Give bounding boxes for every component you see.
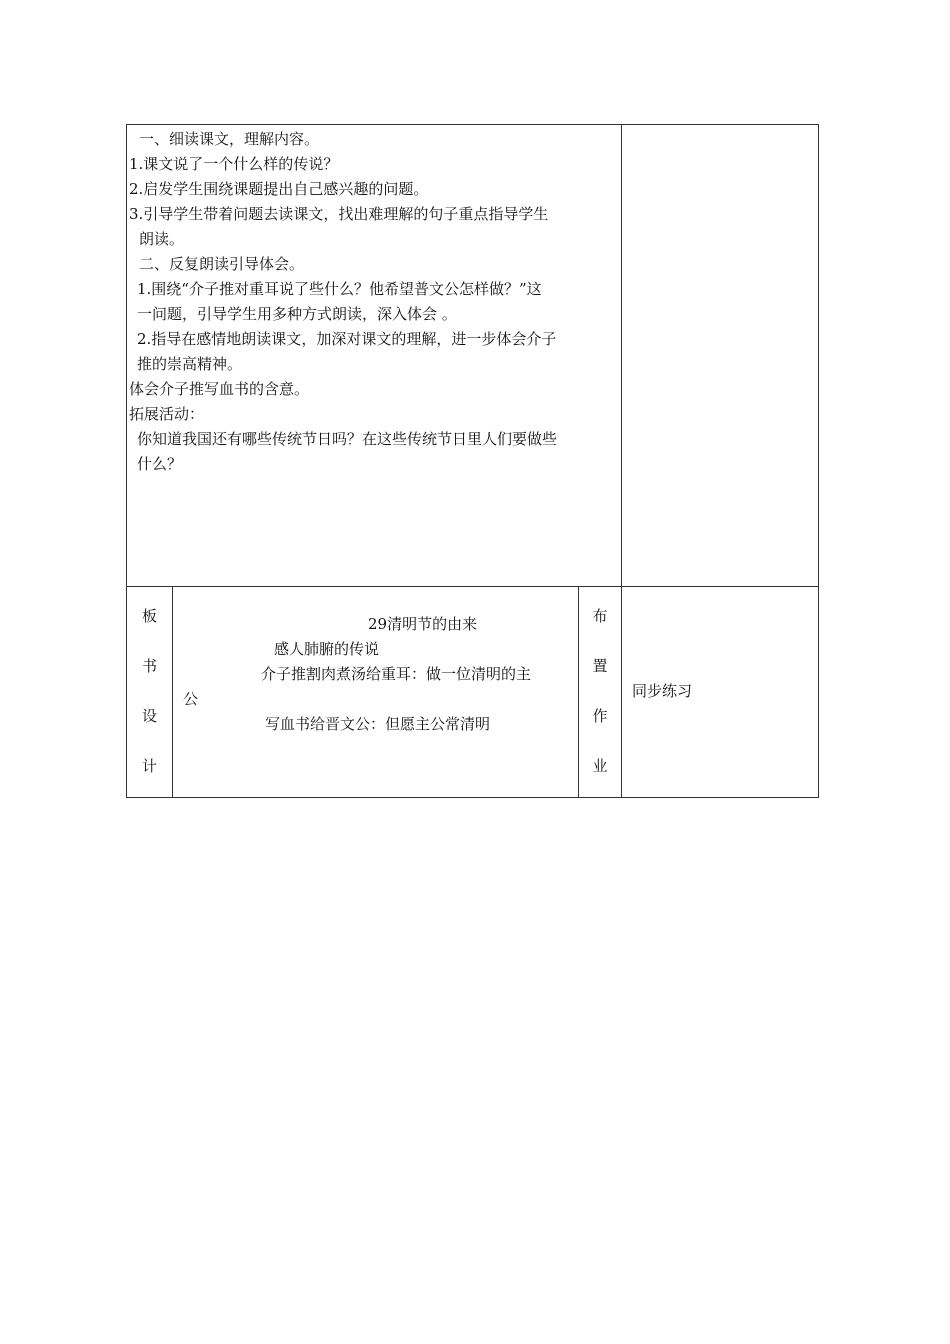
lesson-line: 你知道我国还有哪些传统节日吗？在这些传统节日里人们要做些 xyxy=(137,430,558,448)
lesson-line: 一、细读课文，理解内容。 xyxy=(139,130,320,148)
board-design-content xyxy=(173,587,579,797)
lesson-plan-table xyxy=(126,124,819,798)
label-char: 布 xyxy=(592,607,608,625)
label-char: 板 xyxy=(141,607,157,625)
lesson-line: 1.围绕“介子推对重耳说了些什么？他希望普文公怎样做？”这 xyxy=(137,280,542,298)
label-char: 设 xyxy=(141,707,157,725)
label-char: 置 xyxy=(592,657,608,675)
board-title: 29清明节的由来 xyxy=(368,615,478,633)
label-char: 计 xyxy=(141,757,157,775)
lesson-line: 2.指导在感情地朗读课文，加深对课文的理解，进一步体会介子 xyxy=(137,330,557,348)
notes-cell xyxy=(622,125,819,587)
homework-content: 同步练习 xyxy=(632,682,693,700)
board-design-label xyxy=(127,587,173,797)
lesson-line: 拓展活动： xyxy=(129,405,205,423)
lesson-line: 一问题，引导学生用多种方式朗读，深入体会 。 xyxy=(137,305,457,323)
board-line: 感人肺腑的传说 xyxy=(274,640,380,658)
label-char: 业 xyxy=(592,757,608,775)
lesson-line: 什么？ xyxy=(137,455,183,473)
board-design-inner-table xyxy=(127,587,621,797)
lesson-line: 朗读。 xyxy=(139,230,185,248)
lesson-line: 1.课文说了一个什么样的传说？ xyxy=(129,155,339,173)
lesson-line: 3.引导学生带着问题去读课文，找出难理解的句子重点指导学生 xyxy=(129,205,549,223)
lesson-line: 体会介子推写血书的含意。 xyxy=(129,380,310,398)
lesson-content-cell xyxy=(127,125,622,587)
board-line: 写血书给晋文公：但愿主公常清明 xyxy=(265,715,491,733)
lesson-line: 二、反复朗读引导体会。 xyxy=(139,255,305,273)
lesson-line: 推的崇高精神。 xyxy=(137,355,243,373)
board-line: 介子推割肉煮汤给重耳：做一位清明的主 xyxy=(261,665,532,683)
lesson-text xyxy=(127,125,621,477)
lesson-line: 2.启发学生围绕课题提出自己感兴趣的问题。 xyxy=(129,180,429,198)
homework-label xyxy=(579,587,622,797)
label-char: 作 xyxy=(592,707,608,725)
label-char: 书 xyxy=(141,657,157,675)
homework-cell xyxy=(622,587,819,798)
board-design-cell xyxy=(127,587,622,798)
board-line: 公 xyxy=(183,690,199,708)
